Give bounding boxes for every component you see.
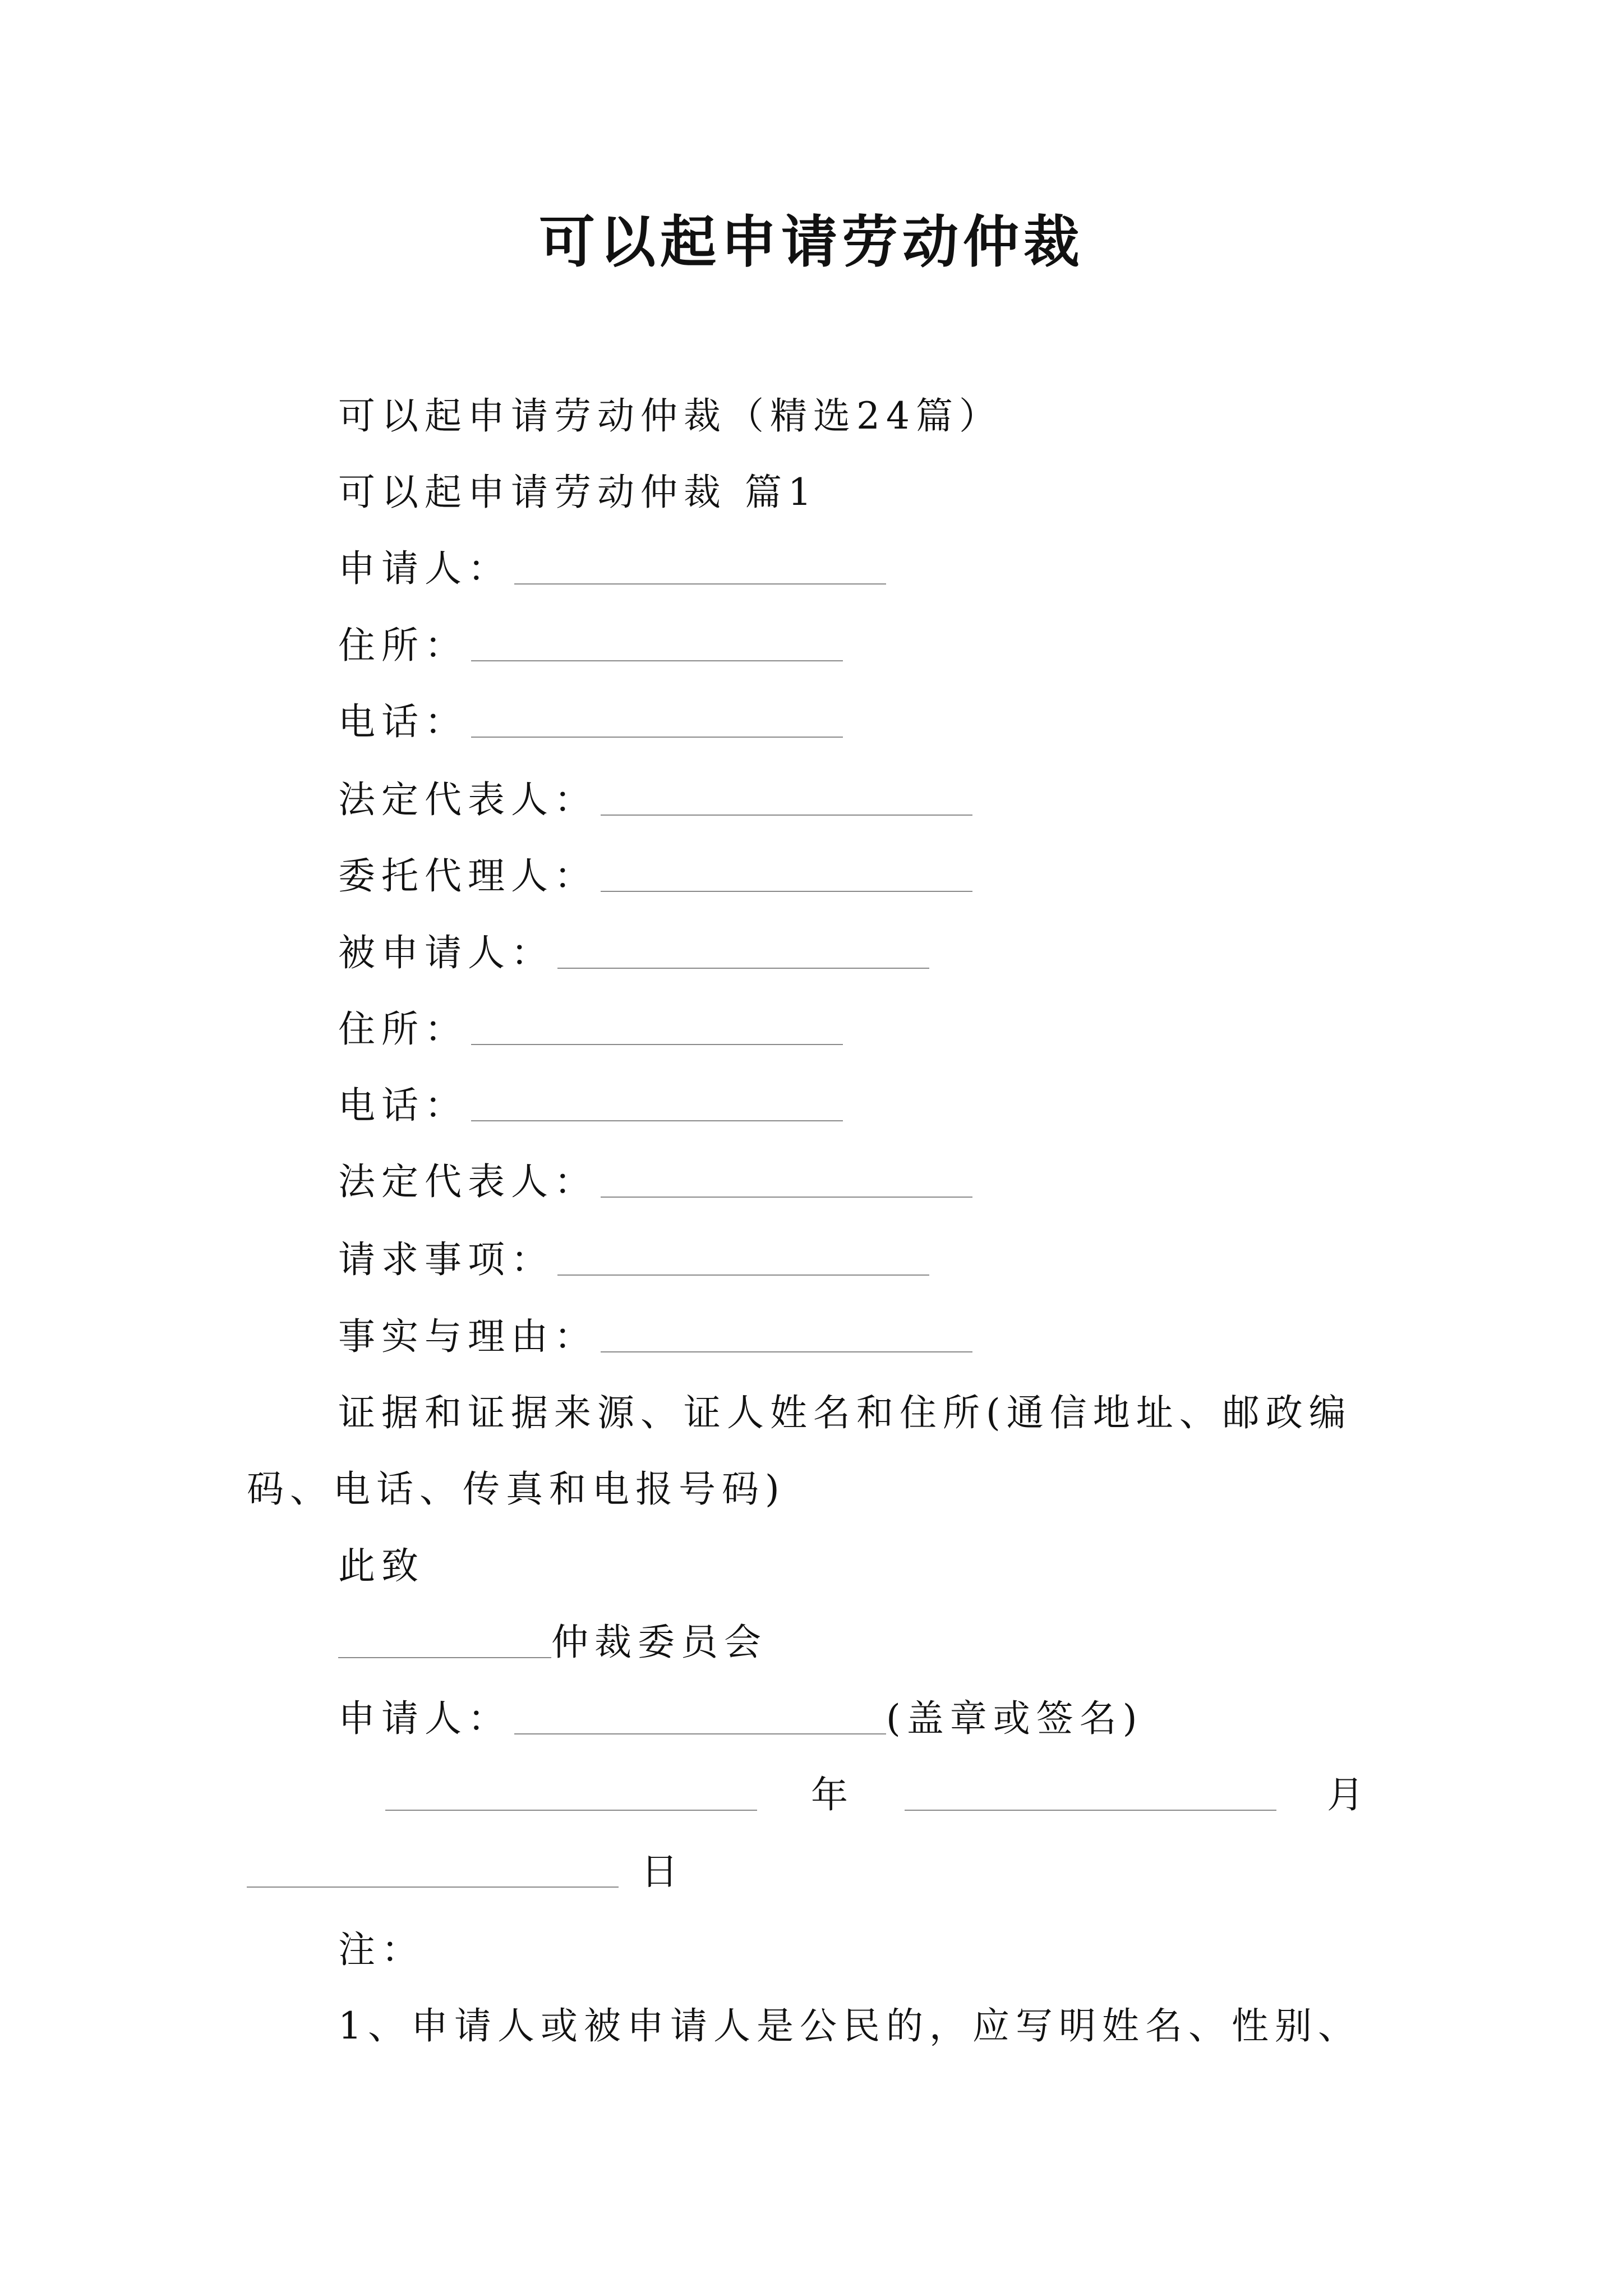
respondent-row [338, 928, 929, 978]
section-heading: 可以起申请劳动仲裁 篇1 [338, 471, 818, 514]
date-row [385, 1770, 1370, 1820]
respondent-label: 被申请人： [338, 931, 554, 974]
date-day-row [247, 1847, 684, 1897]
respondent-legal-rep-label: 法定代表人： [338, 1160, 597, 1203]
document-title: 可以起申请劳动仲裁 [539, 209, 1084, 275]
address-row [338, 620, 843, 671]
legal-rep-row [338, 775, 972, 825]
day-label: 日 [641, 1850, 684, 1893]
respondent-address-row [338, 1004, 843, 1055]
committee-row [338, 1617, 767, 1668]
evidence-text-line1: 证据和证据来源、证人姓名和住所(通信地址、邮政编 [338, 1391, 1352, 1434]
respondent-legal-rep-row [338, 1157, 972, 1207]
respondent-address-blank[interactable] [471, 1010, 843, 1045]
year-blank[interactable] [385, 1776, 757, 1811]
phone-row [338, 697, 843, 747]
request-label: 请求事项： [338, 1238, 554, 1281]
signer-label: 申请人： [338, 1697, 511, 1740]
legal-rep-blank[interactable] [601, 781, 972, 816]
respondent-phone-row [338, 1080, 843, 1131]
agent-row [338, 851, 972, 901]
applicant-row [338, 544, 886, 594]
applicant-label: 申请人： [338, 547, 511, 590]
month-label: 月 [1327, 1773, 1370, 1816]
salutation: 此致 [338, 1544, 425, 1588]
committee-blank[interactable] [338, 1623, 551, 1658]
applicant-blank[interactable] [514, 550, 886, 585]
request-row [338, 1235, 929, 1285]
month-blank[interactable] [905, 1776, 1276, 1811]
address-blank[interactable] [471, 627, 843, 661]
request-blank[interactable] [557, 1241, 929, 1276]
respondent-phone-label: 电话： [338, 1084, 468, 1127]
agent-label: 委托代理人： [338, 854, 597, 898]
signer-note: (盖章或签名) [886, 1697, 1144, 1740]
day-blank[interactable] [247, 1853, 619, 1888]
facts-row [338, 1312, 972, 1362]
legal-rep-label: 法定代表人： [338, 778, 597, 821]
committee-label: 仲裁委员会 [551, 1621, 767, 1664]
signer-blank[interactable] [514, 1700, 886, 1734]
phone-blank[interactable] [471, 703, 843, 738]
evidence-text-line2: 码、电话、传真和电报号码) [247, 1467, 786, 1511]
respondent-blank[interactable] [557, 934, 929, 969]
document-subtitle: 可以起申请劳动仲裁（精选24篇） [338, 394, 1002, 438]
respondent-address-label: 住所： [338, 1007, 468, 1051]
address-label: 住所： [338, 624, 468, 667]
phone-label: 电话： [338, 700, 468, 743]
agent-blank[interactable] [601, 857, 972, 892]
year-label: 年 [811, 1773, 854, 1816]
note-item-1: 1、申请人或被申请人是公民的，应写明姓名、性别、 [338, 2004, 1361, 2047]
note-label: 注： [338, 1928, 425, 1971]
respondent-legal-rep-blank[interactable] [601, 1163, 972, 1198]
respondent-phone-blank[interactable] [471, 1087, 843, 1121]
signer-row [338, 1694, 1144, 1744]
facts-blank[interactable] [601, 1318, 972, 1352]
facts-label: 事实与理由： [338, 1315, 597, 1358]
